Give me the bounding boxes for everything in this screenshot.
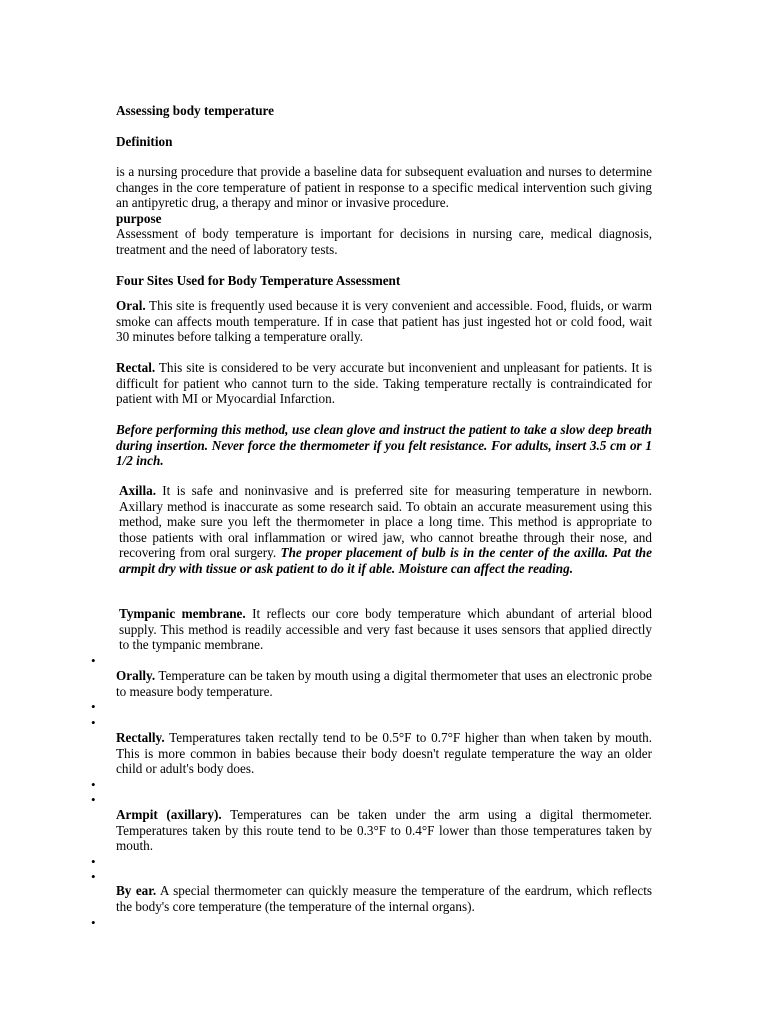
orally-label: Orally. [116,668,156,683]
axilla-paragraph [119,483,652,577]
armpit-paragraph [116,807,652,854]
tympanic-label: Tympanic membrane. [119,606,246,621]
oral-paragraph [116,298,652,345]
definition-text: is a nursing procedure that provide a baseline data for subsequent evaluation and nurses to determine changes in the core temperature of patient in response to a specific medical intervention such giving an antipyretic drug, a therapy and minor or invasive procedure. [116,164,652,211]
tympanic-paragraph [119,606,652,653]
axilla-text: It is safe and noninvasive and is preferred site for measuring temperature in newborn. Axillary method is inaccurate as some research said. To obtain an accurate measurement using this method, make sure you left the thermometer in place a long time. This method is appropriate to those patients with oral inflammation or wired jaw, who cannot breathe through their nose, and recovering from oral surgery. [119,483,652,561]
purpose-heading: purpose [116,211,162,226]
axilla-emphasis: The proper placement of bulb is in the center of the axilla. Pat the armpit dry with tissue or ask patient to do it if able. Moisture can affect the reading. [119,545,652,576]
rectally-paragraph [116,730,652,777]
armpit-label: Armpit (axillary). [116,807,222,822]
rectal-text: This site is considered to be very accurate but inconvenient and unpleasant for patients. It is difficult for patient who cannot turn to the side. Taking temperature rectally is contraindicated for patient with MI or Myocardial Infarction. [116,360,652,407]
rectal-note: Before performing this method, use clean glove and instruct the patient to take a slow deep breath during insertion. Never force the thermometer if you felt resistance. For adults, insert 3.5 cm or 1 1/2 inch. [116,422,652,469]
oral-text: This site is frequently used because it is very convenient and accessible. Food, fluids, or warm smoke can affects mouth temperature. If in case that patient has just ingested hot or cold food, wait 30 minutes before talking a temperature orally. [116,298,652,345]
oral-label: Oral. [116,298,146,313]
rectally-text: Temperatures taken rectally tend to be 0.5°F to 0.7°F higher than when taken by mouth. This is more common in babies because their body doesn't regulate temperature the way an older child or adult's body does. [116,730,652,777]
ear-text: A special thermometer can quickly measure the temperature of the eardrum, which reflects the body's core temperature (the temperature of the internal organs). [116,883,652,914]
purpose-text: Assessment of body temperature is important for decisions in nursing care, medical diagnosis, treatment and the need of laboratory tests. [116,226,652,257]
rectal-paragraph [116,360,652,407]
axilla-label: Axilla. [119,483,156,498]
sites-heading: Four Sites Used for Body Temperature Assessment [116,273,401,288]
list-bullet: • [91,915,96,930]
list-bullet: • [91,869,96,884]
document-title: Assessing body temperature [116,103,275,118]
rectally-label: Rectally. [116,730,165,745]
rectal-label: Rectal. [116,360,156,375]
list-bullet: • [91,715,96,730]
list-bullet: • [91,777,96,792]
orally-text: Temperature can be taken by mouth using a digital thermometer that uses an electronic probe to measure body temperature. [116,668,652,699]
list-bullet: • [91,699,96,714]
armpit-text: Temperatures can be taken under the arm using a digital thermometer. Temperatures taken by this route tend to be 0.3°F to 0.4°F lower than those temperatures taken by mouth. [116,807,652,854]
ear-paragraph [116,883,652,914]
list-bullet: • [91,854,96,869]
ear-label: By ear. [116,883,157,898]
list-bullet: • [91,792,96,807]
orally-paragraph [116,668,652,699]
definition-heading: Definition [116,134,173,149]
tympanic-text: It reflects our core body temperature which abundant of arterial blood supply. This method is readily accessible and very fast because it uses sensors that applied directly to the tympanic membrane. [119,606,653,653]
list-bullet: • [91,653,96,668]
